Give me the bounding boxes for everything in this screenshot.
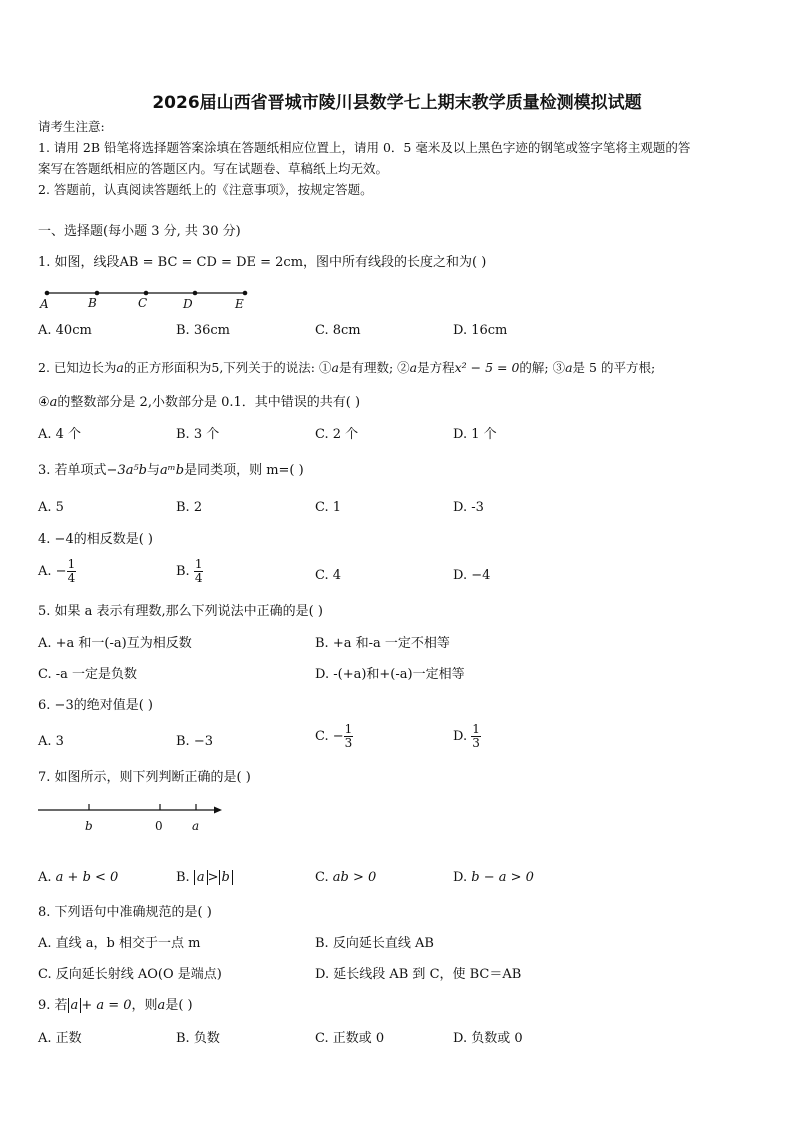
q6-option-c[interactable]: [315, 723, 353, 750]
q4-option-b[interactable]: [176, 558, 203, 585]
q1-label-b: B: [88, 296, 97, 310]
q2-option-c[interactable]: C. 2 个: [315, 427, 359, 442]
q4-option-a-numerator: 1: [67, 557, 76, 571]
question-6: [38, 697, 153, 715]
q1-point-a: [45, 291, 50, 296]
question-8: 8. 下列语句中准确规范的是( ): [38, 905, 212, 920]
q6-option-b-value: −3: [193, 734, 213, 749]
q3-option-b[interactable]: B. 2: [176, 500, 203, 515]
q1-option-a[interactable]: A. 40cm: [38, 323, 92, 338]
q8-option-c[interactable]: C. 反向延长射线 AO(O 是端点): [38, 967, 222, 982]
q5-option-b[interactable]: B. +a 和-a 一定不相等: [315, 636, 450, 651]
q7-label-a: a: [192, 819, 200, 833]
q2-text-4: 是方程: [417, 360, 455, 375]
q6-option-c-label: C.: [315, 729, 329, 744]
q4-option-a-sign: −: [55, 564, 67, 579]
q1-label-d: D: [183, 297, 193, 311]
notice-line-1b: 案写在答题纸相应的答题区内。写在试题卷、草稿纸上均无效。: [38, 161, 389, 176]
q8-option-d[interactable]: D. 延长线段 AB 到 C，使 BC＝AB: [315, 967, 522, 982]
q4-option-d[interactable]: [453, 567, 490, 585]
q8-option-b[interactable]: B. 反向延长直线 AB: [315, 936, 434, 951]
q7-option-b-abs-a: a: [194, 870, 208, 885]
q1-point-d: [193, 291, 198, 296]
question-1: [38, 254, 486, 272]
q6-option-d-numerator: 1: [472, 722, 480, 736]
q9-option-d[interactable]: D. 负数或 0: [453, 1031, 523, 1046]
q4-option-a[interactable]: [38, 558, 76, 585]
q6-option-d[interactable]: [453, 723, 481, 750]
notice-heading: 请考生注意:: [38, 119, 105, 134]
q1-option-b[interactable]: B. 36cm: [176, 323, 230, 338]
q2-var-a-5: a: [49, 395, 58, 410]
q5-option-c[interactable]: C. -a 一定是负数: [38, 667, 138, 682]
q7-option-d-label: D.: [453, 870, 468, 885]
q9-text-3: 是( ): [165, 998, 193, 1013]
q4-text-2: 的相反数是( ): [73, 532, 153, 547]
q7-option-b-label: B.: [176, 870, 190, 885]
q5-option-d[interactable]: D. -(+a)和+(-a)一定相等: [315, 667, 465, 682]
q4-option-b-numerator: 1: [194, 557, 203, 571]
q1-label-e: E: [235, 297, 244, 311]
q7-option-a[interactable]: [38, 869, 118, 887]
q2-var-a-1: a: [116, 360, 124, 375]
q2-var-a-3: a: [409, 360, 418, 375]
q6-option-c-fraction: [344, 723, 354, 750]
q7-option-b[interactable]: [176, 869, 233, 887]
q7-option-c-expr: ab > 0: [332, 870, 377, 885]
q1-option-c[interactable]: C. 8cm: [315, 323, 361, 338]
q3-option-a[interactable]: A. 5: [38, 500, 64, 515]
q3-text-1: 3. 若单项式: [38, 463, 107, 478]
q4-number: −4: [54, 532, 74, 547]
notice-line-1a: 1. 请用 2B 铅笔将选择题答案涂填在答题纸相应位置上，请用 0．5 毫米及以上黑色字迹的钢笔或签字笔将主观题的答: [38, 140, 691, 155]
question-2-line-2: [38, 394, 360, 412]
q6-option-a[interactable]: A. 3: [38, 734, 64, 749]
question-7: 7. 如图所示，则下列判断正确的是( ): [38, 770, 251, 785]
question-4: [38, 531, 153, 549]
q2-option-a[interactable]: A. 4 个: [38, 427, 82, 442]
q2-option-d[interactable]: D. 1 个: [453, 427, 497, 442]
q4-option-b-denominator: 4: [194, 571, 203, 585]
q7-option-a-label: A.: [38, 870, 52, 885]
q7-option-a-expr: a + b < 0: [55, 870, 119, 885]
q2-text-2: 的正方形面积为5,下列关于的说法: ①: [123, 360, 332, 375]
q6-option-c-sign: −: [332, 729, 344, 744]
q7-label-b: b: [85, 819, 93, 833]
q4-option-c[interactable]: C. 4: [315, 568, 342, 583]
q1-label-c: C: [138, 296, 148, 310]
q9-text-1: 9. 若: [38, 998, 68, 1013]
q3-option-c[interactable]: C. 1: [315, 500, 342, 515]
q2-text-1: 2. 已知边长为: [38, 360, 117, 375]
q9-option-a[interactable]: A. 正数: [38, 1031, 82, 1046]
q6-option-c-denominator: 3: [344, 736, 353, 750]
question-9: [38, 997, 193, 1015]
q4-option-b-fraction: [194, 558, 204, 585]
q1-point-c: [144, 291, 149, 296]
q7-option-b-gt: >: [207, 870, 219, 885]
q3-text-3: 是同类项，则 m=( ): [184, 463, 304, 478]
q7-option-c[interactable]: [315, 869, 376, 887]
q6-option-d-label: D.: [453, 729, 468, 744]
q9-var-a: a: [157, 998, 166, 1013]
q2-text-7: 的整数部分是 2,小数部分是 0.1．其中错误的共有( ): [57, 395, 361, 410]
q2-option-b[interactable]: B. 3 个: [176, 427, 220, 442]
q8-option-a[interactable]: A. 直线 a，b 相交于一点 m: [38, 936, 201, 951]
q1-segment-figure: [38, 285, 258, 313]
q7-option-d[interactable]: [453, 869, 534, 887]
q4-option-b-label: B.: [176, 564, 190, 579]
q4-option-a-label: A.: [38, 564, 52, 579]
q1-suffix: ，图中所有线段的长度之和为( ): [303, 255, 487, 270]
q9-equation-rest: + a = 0: [81, 998, 132, 1013]
q4-option-a-fraction: [67, 558, 77, 585]
q4-option-d-value: −4: [471, 568, 491, 583]
q7-axis-arrow: [214, 807, 222, 814]
q9-text-2: ，则: [131, 998, 158, 1013]
q6-number: −3: [54, 698, 74, 713]
q2-text-3: 是有理数; ②: [338, 360, 410, 375]
q5-option-a[interactable]: A. +a 和一(-a)互为相反数: [38, 636, 192, 651]
q7-number-line: [36, 800, 228, 838]
q7-option-d-expr: b − a > 0: [471, 870, 534, 885]
q1-point-b: [95, 291, 100, 296]
q6-text-2: 的绝对值是( ): [73, 698, 153, 713]
q2-circled-4: ④: [38, 395, 50, 410]
notice-line-2: 2. 答题前，认真阅读答题纸上的《注意事项》，按规定答题。: [38, 182, 373, 197]
q6-option-d-denominator: 3: [472, 736, 480, 750]
q2-text-6: 是 5 的平方根;: [572, 360, 656, 375]
q3-monomial-2: aᵐb: [160, 463, 185, 478]
q6-option-b[interactable]: [176, 733, 213, 751]
section-heading: 一、选择题(每小题 3 分, 共 30 分): [38, 224, 241, 239]
q3-text-2: 与: [147, 463, 161, 478]
question-5: 5. 如果 a 表示有理数,那么下列说法中正确的是( ): [38, 604, 323, 619]
q1-equation: AB = BC = CD = DE = 2cm: [119, 255, 304, 270]
q1-prefix: 1. 如图，线段: [38, 255, 120, 270]
q9-option-b[interactable]: B. 负数: [176, 1031, 220, 1046]
q2-var-a-2: a: [331, 360, 339, 375]
q6-option-c-numerator: 1: [344, 722, 353, 736]
q7-option-b-abs-b: b: [219, 870, 233, 885]
q7-label-0: 0: [155, 819, 163, 833]
q6-option-d-fraction: [471, 723, 481, 750]
q2-text-5: 的解; ③: [519, 360, 566, 375]
q3-option-d[interactable]: D. -3: [453, 500, 484, 515]
q6-text-1: 6.: [38, 698, 51, 713]
q9-abs-a: a: [68, 998, 82, 1013]
q6-option-b-label: B.: [176, 734, 190, 749]
q2-var-a-4: a: [565, 360, 573, 375]
q4-option-d-label: D.: [453, 568, 468, 583]
q2-equation: x² − 5 = 0: [454, 360, 520, 375]
page-title: 2026届山西省晋城市陵川县数学七上期末教学质量检测模拟试题: [152, 93, 642, 113]
q1-point-e: [243, 291, 248, 296]
q4-text-1: 4.: [38, 532, 51, 547]
q7-option-c-label: C.: [315, 870, 329, 885]
q1-label-a: A: [40, 297, 49, 311]
q1-option-d[interactable]: D. 16cm: [453, 323, 508, 338]
question-2-line-1: [38, 359, 655, 377]
q4-option-a-denominator: 4: [67, 571, 76, 585]
q9-option-c[interactable]: C. 正数或 0: [315, 1031, 385, 1046]
question-3: [38, 462, 304, 480]
q3-monomial-1: −3a⁵b: [106, 463, 147, 478]
